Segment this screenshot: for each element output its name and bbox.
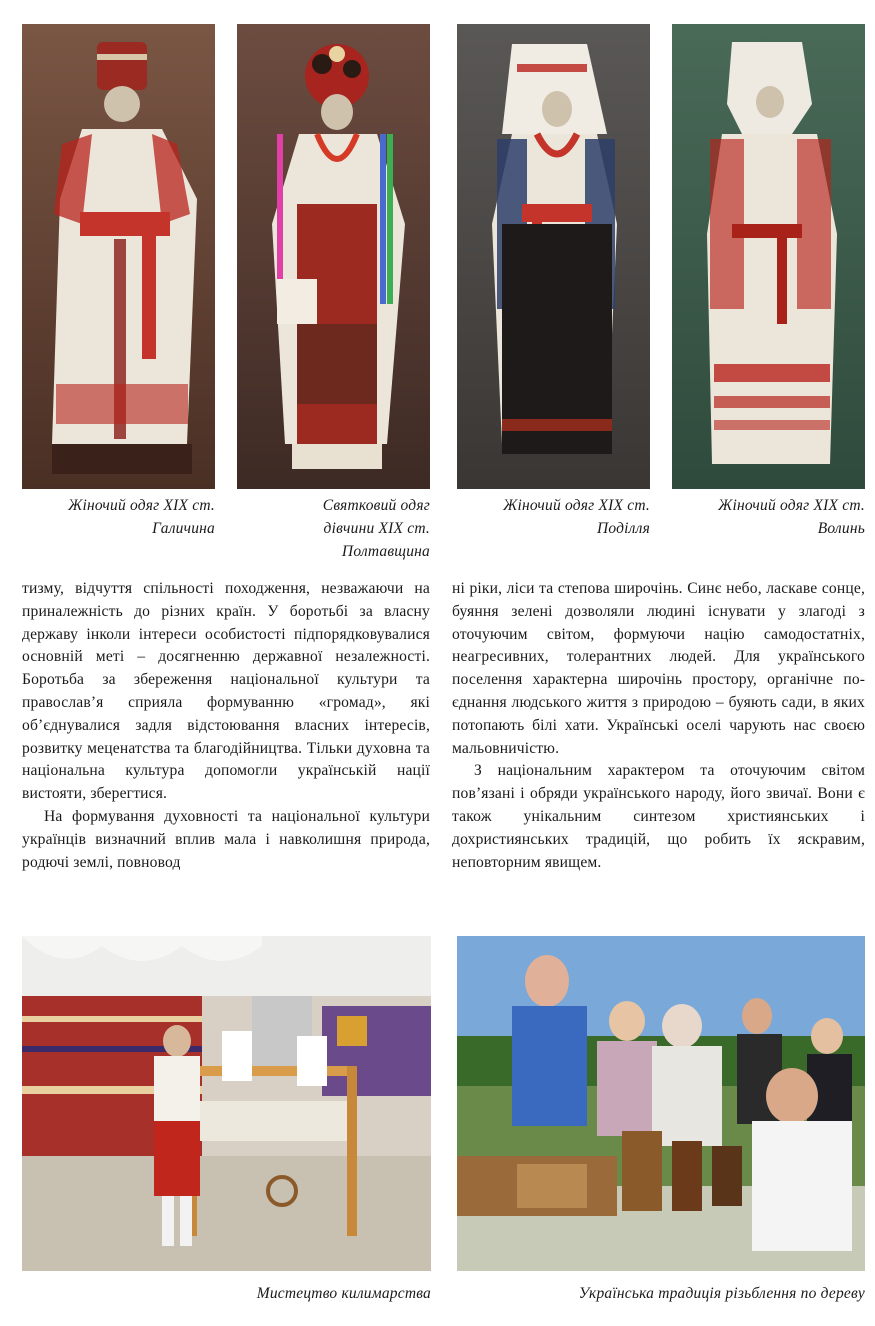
- caption-kylymarstvo: Мистецтво килимарства: [256, 1285, 431, 1302]
- text-column-right: [452, 578, 865, 874]
- caption-volyn: Жіночий одяг XIX ст. Волинь: [718, 497, 865, 537]
- photo-costume-podillia: [457, 24, 650, 489]
- photo-costume-volyn: [672, 24, 865, 489]
- paragraph: На формування духовності та національної культури українців визначний вплив мала і навколишня природа, родючі землі, повновод: [22, 807, 430, 871]
- photo-weaving-loom: [22, 936, 431, 1271]
- caption-poltavshchyna: Святковий одяг дівчини XIX ст. Полтавщина: [322, 497, 430, 560]
- text-column-left: [22, 578, 430, 874]
- paragraph: ні ріки, ліси та степова широчінь. Синє небо, ласкаве сонце, буяння зелені дозволяли людині існувати у злагоді з оточуючим світом, формуючи націю самодостатніх, неагресивних, толерантних людей. Для українського поселення характерна широчінь простору, органічне поєднання людського життя з природою – буяють сади, в яких потопають білі хати. Українські оселі чарують нас своєю мальовничістю.: [452, 580, 865, 757]
- paragraph: З національним характером та оточуючим світом пов’язані і обряди українського народу, його звичаї. Вони є також унікальним синтезом християнських і дохристиянських традицій, що робить їх яскравим, неповторним явищем.: [452, 762, 865, 871]
- caption-podillia: Жіночий одяг XIX ст. Поділля: [503, 497, 650, 537]
- paragraph: тизму, відчуття спільності походження, незважаючи на приналежність до різних країн. У боротьбі за власну державу інколи інтереси особистості підпорядковувалися основній меті – досягненню державної незалежності. Боротьба за збереження національної культури та православ’я сприяла формуванню «громад», які об’єднувалися задля відстоювання власних інтересів, розвитку меценатства та благодійництва. Тільки духовна та національна культура допомогли українській нації вистояти, зберегтися.: [22, 580, 430, 803]
- photo-woodcarving: [457, 936, 865, 1271]
- caption-galychyna: Жіночий одяг XIX ст. Галичина: [68, 497, 215, 537]
- caption-rizblennia: Українська традиція різьблення по дереву: [578, 1285, 865, 1302]
- photo-costume-poltavshchyna: [237, 24, 430, 489]
- photo-costume-galychyna: [22, 24, 215, 489]
